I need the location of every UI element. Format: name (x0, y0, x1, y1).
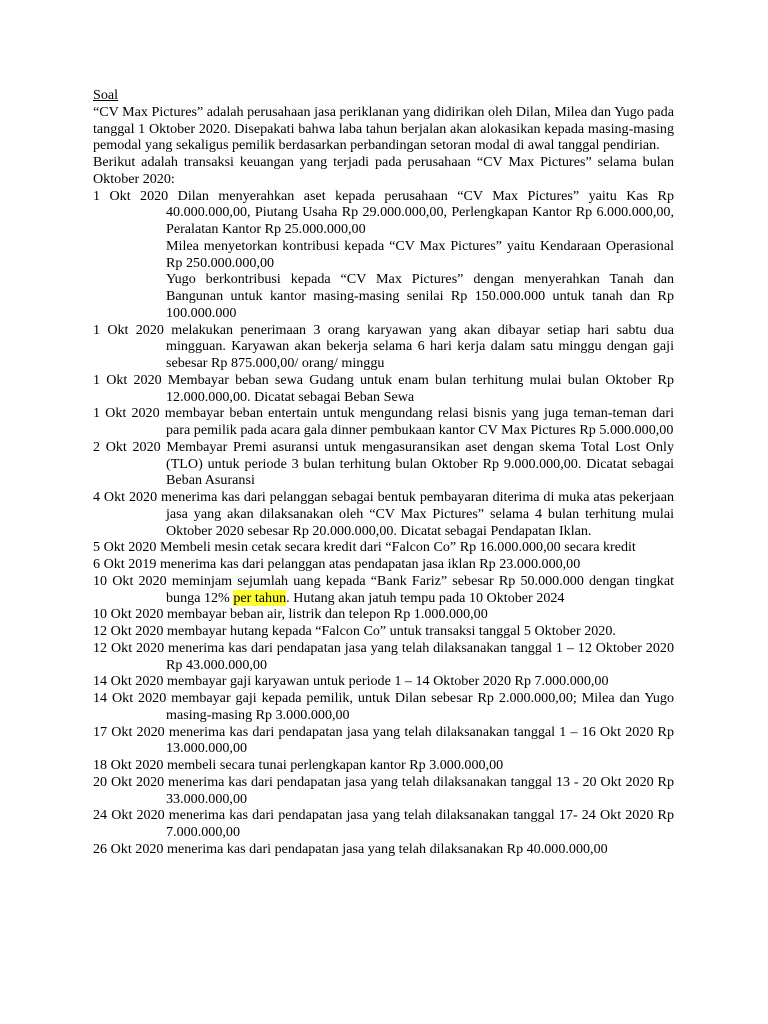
transaction-text: 10 Okt 2020 meminjam sejumlah uang kepada “Bank Fariz” sebesar Rp 50.000.000 dengan tingkat bunga 12% (93, 572, 674, 606)
transaction-item: 10 Okt 2020 membayar beban air, listrik dan telepon Rp 1.000.000,00 (93, 606, 488, 623)
transaction-text: . Hutang akan jatuh tempu pada 10 Oktober 2024 (286, 589, 565, 606)
transaction-item: 4 Okt 2020 menerima kas dari pelanggan sebagai bentuk pembayaran diterima di muka atas pekerjaan jasa yang akan dilaksanakan oleh “CV Max Pictures” selama 4 bulan terhitung mulai Oktober 2020 sebesar Rp 20.000.000,00. Dicatat sebagai Pendapatan Iklan. (93, 489, 674, 539)
transaction-item: 20 Okt 2020 menerima kas dari pendapatan jasa yang telah dilaksanakan tanggal 13 - 20 Okt 2020 Rp 33.000.000,00 (93, 773, 674, 807)
transaction-item: 5 Okt 2020 Membeli mesin cetak secara kredit dari “Falcon Co” Rp 16.000.000,00 secara kredit (93, 539, 636, 556)
intro-paragraph: “CV Max Pictures” adalah perusahaan jasa periklanan yang didirikan oleh Dilan, Milea dan Yugo pada tanggal 1 Oktober 2020. Disepakati bahwa laba tahun berjalan akan alokasikan kepada masing-masing pemodal yang sekaligus pemilik berdasarkan perbandingan setoran modal di awal tanggal pendirian. (93, 103, 674, 154)
highlighted-text: per tahun (233, 589, 287, 606)
document-page (93, 87, 674, 858)
transaction-item: 12 Okt 2020 menerima kas dari pendapatan jasa yang telah dilaksanakan tanggal 1 – 12 Oktober 2020 Rp 43.000.000,00 (93, 639, 674, 673)
transaction-item: 14 Okt 2020 membayar gaji karyawan untuk periode 1 – 14 Oktober 2020 Rp 7.000.000,00 (93, 673, 609, 690)
intro-paragraph: Berikut adalah transaksi keuangan yang terjadi pada perusahaan “CV Max Pictures” selama bulan Oktober 2020: (93, 154, 674, 187)
transaction-item: 1 Okt 2020 Dilan menyerahkan aset kepada perusahaan “CV Max Pictures” yaitu Kas Rp 40.000.000,00, Piutang Usaha Rp 29.000.000,00, Perlengkapan Kantor Rp 6.000.000,00, Peralatan Kantor Rp 25.000.000,00 (93, 187, 674, 237)
transaction-subitem: Milea menyetorkan kontribusi kepada “CV Max Pictures” yaitu Kendaraan Operasional Rp 250.000.000,00 (166, 237, 674, 271)
transaction-item: 1 Okt 2020 melakukan penerimaan 3 orang karyawan yang akan dibayar setiap hari sabtu dua mingguan. Karyawan akan bekerja selama 6 hari kerja dalam satu minggu dengan gaji sebesar Rp 875.000,00/ orang/ minggu (93, 321, 674, 371)
transaction-item: 1 Okt 2020 membayar beban entertain untuk mengundang relasi bisnis yang juga teman-teman dari para pemilik pada acara gala dinner pembukaan kantor CV Max Pictures Rp 5.000.000,00 (93, 405, 674, 438)
transaction-item: 14 Okt 2020 membayar gaji kepada pemilik, untuk Dilan sebesar Rp 2.000.000,00; Milea dan Yugo masing-masing Rp 3.000.000,00 (93, 690, 674, 723)
heading-soal: Soal (93, 87, 119, 103)
transaction-item: 12 Okt 2020 membayar hutang kepada “Falcon Co” untuk transaksi tanggal 5 Oktober 2020. (93, 623, 616, 639)
transaction-item: 6 Okt 2019 menerima kas dari pelanggan atas pendapatan jasa iklan Rp 23.000.000,00 (93, 556, 581, 572)
transaction-subitem: Yugo berkontribusi kepada “CV Max Pictures” dengan menyerahkan Tanah dan Bangunan untuk kantor masing-masing senilai Rp 150.000.000 untuk tanah dan Rp 100.000.000 (166, 271, 674, 321)
transaction-item: 18 Okt 2020 membeli secara tunai perlengkapan kantor Rp 3.000.000,00 (93, 757, 504, 773)
transaction-item: 24 Okt 2020 menerima kas dari pendapatan jasa yang telah dilaksanakan tanggal 17- 24 Okt 2020 Rp 7.000.000,00 (93, 807, 674, 840)
transaction-item: 2 Okt 2020 Membayar Premi asuransi untuk mengasuransikan aset dengan skema Total Lost Only (TLO) untuk periode 3 bulan terhitung bulan Oktober Rp 9.000.000,00. Dicatat sebagai Beban Asuransi (93, 438, 674, 489)
transaction-item: 26 Okt 2020 menerima kas dari pendapatan jasa yang telah dilaksanakan Rp 40.000.000,00 (93, 840, 608, 857)
transaction-item: 1 Okt 2020 Membayar beban sewa Gudang untuk enam bulan terhitung mulai bulan Oktober Rp 12.000.000,00. Dicatat sebagai Beban Sewa (93, 371, 674, 405)
transaction-item: 17 Okt 2020 menerima kas dari pendapatan jasa yang telah dilaksanakan tanggal 1 – 16 Okt 2020 Rp 13.000.000,00 (93, 723, 674, 757)
transaction-item (93, 573, 674, 607)
